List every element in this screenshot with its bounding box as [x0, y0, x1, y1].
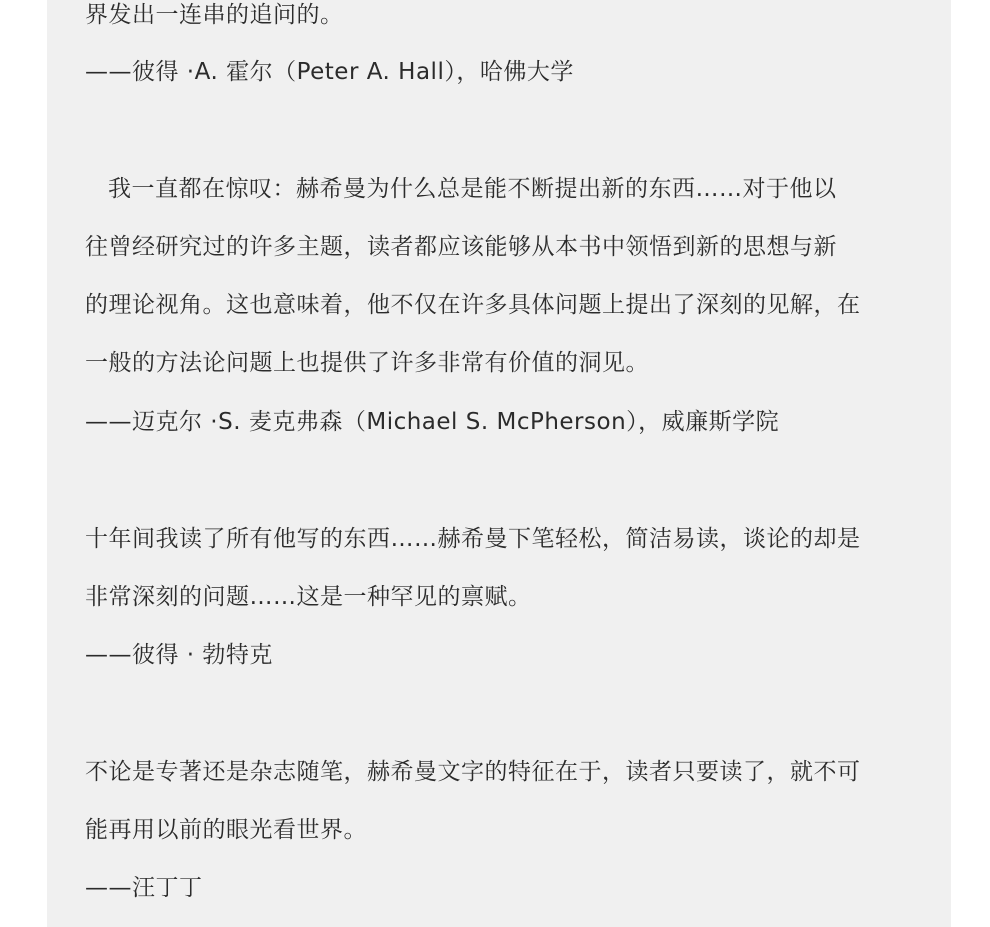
- page-panel: [47, 0, 951, 927]
- quote-text-line: 不论是专著还是杂志随笔，赫希曼文字的特征在于，读者只要读了，就不可: [85, 759, 861, 785]
- quote-text-line: 往曾经研究过的许多主题，读者都应该能够从本书中领悟到新的思想与新: [85, 234, 837, 260]
- quote-text-line: 我一直都在惊叹：赫希曼为什么总是能不断提出新的东西……对于他以: [108, 176, 837, 202]
- quote-attribution: ——迈克尔 ·S. 麦克弗森（Michael S. McPherson），威廉斯学院: [85, 409, 780, 435]
- quote-attribution: ——彼得 · 勃特克: [85, 642, 273, 668]
- quote-text-line: 一般的方法论问题上也提供了许多非常有价值的洞见。: [85, 350, 649, 376]
- quote-attribution: ——汪丁丁: [85, 875, 203, 901]
- quote-text-line: 界发出一连串的追问的。: [85, 2, 344, 28]
- quote-text-line: 十年间我读了所有他写的东西……赫希曼下笔轻松，简洁易读，谈论的却是: [85, 526, 861, 552]
- quote-text-line: 的理论视角。这也意味着，他不仅在许多具体问题上提出了深刻的见解，在: [85, 292, 861, 318]
- quote-attribution: ——彼得 ·A. 霍尔（Peter A. Hall），哈佛大学: [85, 59, 574, 85]
- quote-text-line: 能再用以前的眼光看世界。: [85, 817, 367, 843]
- quote-text-line: 非常深刻的问题……这是一种罕见的禀赋。: [85, 584, 532, 610]
